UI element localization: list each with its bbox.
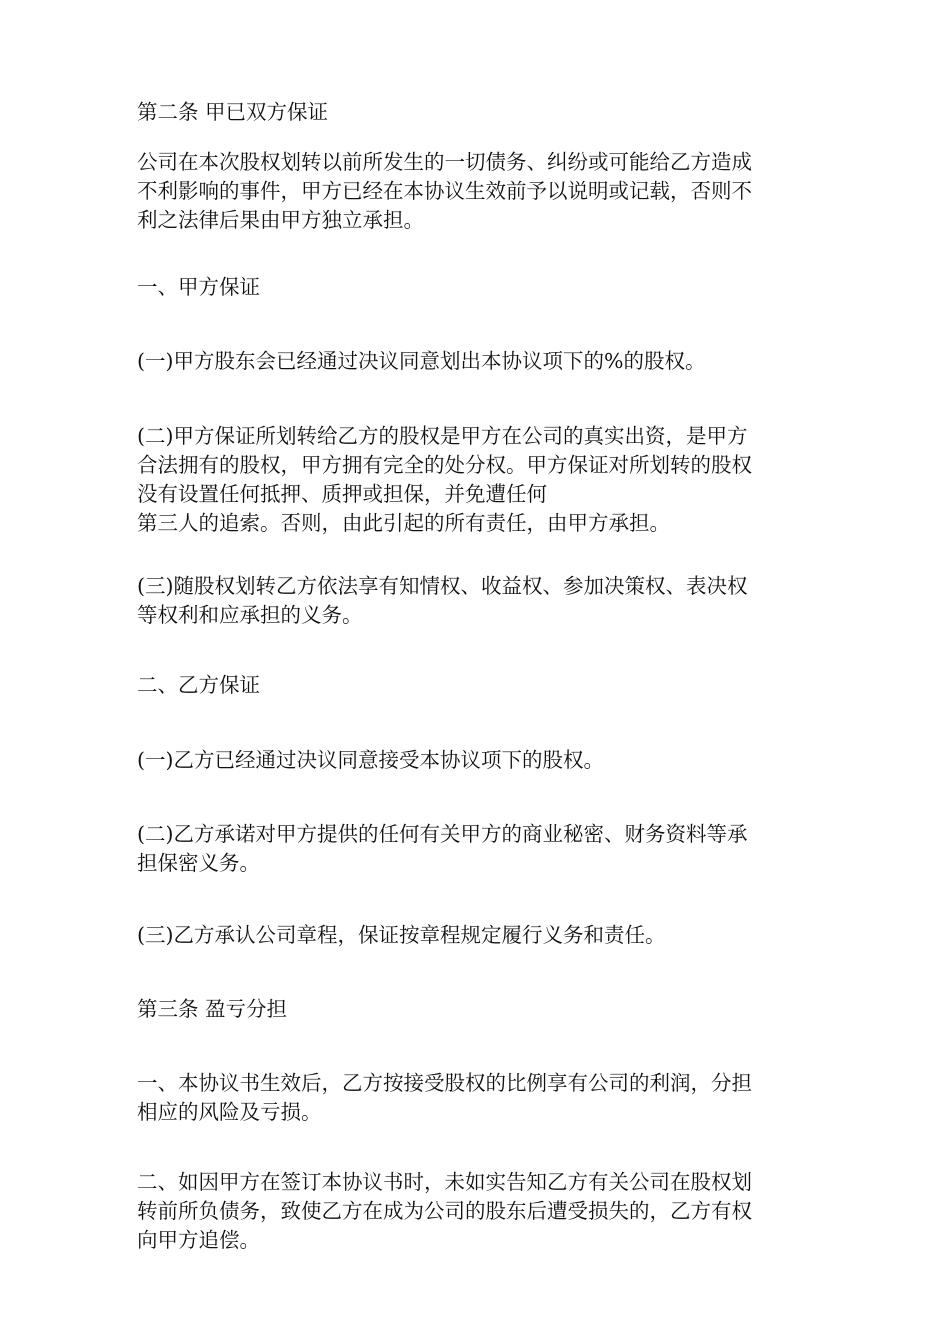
article-2-intro <box>137 148 827 235</box>
text-line: (一)甲方股东会已经通过决议同意划出本协议项下的%的股权。 <box>137 349 706 373</box>
text-line: 转前所负债务，致使乙方在成为公司的股东后遭受损失的，乙方有权 <box>137 1199 752 1223</box>
text-line: (二)甲方保证所划转给乙方的股权是甲方在公司的真实出资，是甲方 <box>137 424 748 448</box>
article-3-item-1 <box>137 1069 827 1127</box>
text-line: 合法拥有的股权，甲方拥有完全的处分权。甲方保证对所划转的股权 <box>137 453 752 477</box>
party-a-item-3 <box>137 572 827 630</box>
party-b-heading <box>137 671 827 700</box>
text-line: 一、本协议书生效后，乙方按接受股权的比例享有公司的利润，分担 <box>137 1071 752 1095</box>
article-3-heading <box>137 995 827 1024</box>
text-line: 相应的风险及亏损。 <box>137 1100 322 1124</box>
party-a-item-2 <box>137 422 827 538</box>
text-line: 二、乙方保证 <box>137 673 260 697</box>
party-b-item-3 <box>137 921 827 950</box>
text-line: 不利影响的事件，甲方已经在本协议生效前予以说明或记载，否则不 <box>137 179 752 203</box>
article-2-heading <box>137 98 827 127</box>
text-line: 第三人的追索。否则，由此引起的所有责任，由甲方承担。 <box>137 511 670 535</box>
text-line: 等权利和应承担的义务。 <box>137 603 363 627</box>
text-line: 向甲方追偿。 <box>137 1228 260 1252</box>
text-line: (二)乙方承诺对甲方提供的任何有关甲方的商业秘密、财务资料等承 <box>137 822 748 846</box>
text-line: 没有设置任何抵押、质押或担保，并免遭任何 <box>137 482 547 506</box>
party-a-heading <box>137 273 827 302</box>
text-line: (三)乙方承认公司章程，保证按章程规定履行义务和责任。 <box>137 923 666 947</box>
text-line: 公司在本次股权划转以前所发生的一切债务、纠纷或可能给乙方造成 <box>137 150 752 174</box>
article-3-item-2 <box>137 1168 827 1255</box>
text-line: 利之法律后果由甲方独立承担。 <box>137 208 424 232</box>
party-b-item-1 <box>137 746 827 775</box>
text-line: (一)乙方已经通过决议同意接受本协议项下的股权。 <box>137 748 604 772</box>
text-line: 第二条 甲已双方保证 <box>137 100 329 124</box>
party-a-item-1 <box>137 347 827 376</box>
text-line: (三)随股权划转乙方依法享有知情权、收益权、参加决策权、表决权 <box>137 574 748 598</box>
text-line: 担保密义务。 <box>137 851 260 875</box>
party-b-item-2 <box>137 820 827 878</box>
text-line: 第三条 盈亏分担 <box>137 997 288 1021</box>
text-line: 一、甲方保证 <box>137 275 260 299</box>
text-line: 二、如因甲方在签订本协议书时，未如实告知乙方有关公司在股权划 <box>137 1170 752 1194</box>
